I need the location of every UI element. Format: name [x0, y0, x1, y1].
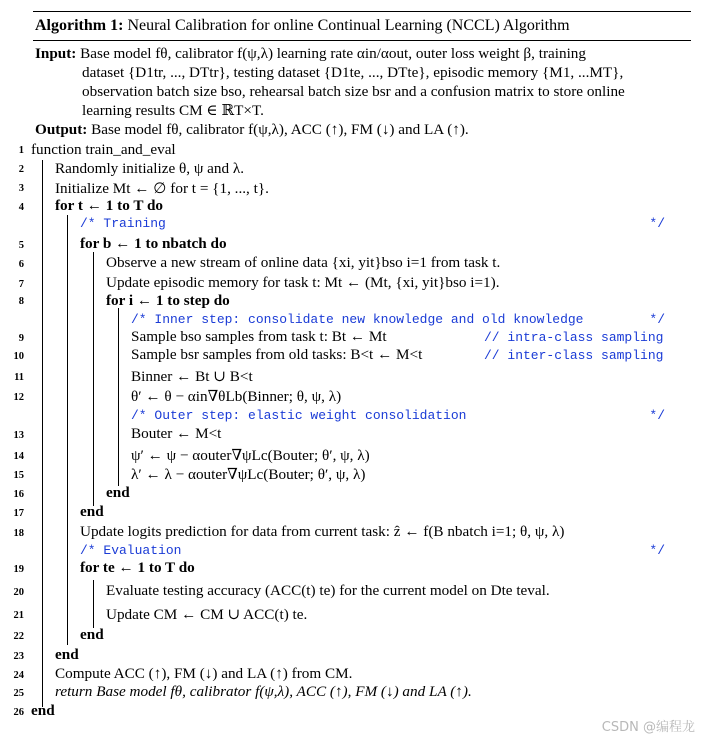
code-line-16: end [106, 484, 130, 501]
line-number-20: 20 [13, 587, 24, 598]
line-number-14: 14 [13, 451, 24, 462]
block-bar-for-b [93, 252, 94, 506]
output-label: Output: [35, 121, 88, 138]
line-number-11: 11 [14, 372, 24, 383]
watermark: CSDN @编程龙 [601, 720, 695, 735]
output-line [35, 120, 469, 139]
title-rule [33, 40, 691, 41]
comment-intra-class: // intra-class sampling [484, 330, 664, 345]
algorithm-title-text: Neural Calibration for online Continual Learning (NCCL) Algorithm [127, 17, 570, 34]
block-bar-function [42, 160, 43, 707]
input-text-1: Base model fθ, calibrator f(ψ,λ) learning rate αin/αout, outer loss weight β, training [80, 45, 586, 62]
code-line-25: return Base model fθ, calibrator f(ψ,λ), ACC (↑), FM (↓) and LA (↑). [55, 683, 472, 700]
comment-evaluation-close: */ [649, 543, 665, 558]
code-line-20: Evaluate testing accuracy (ACC(t) te) for the current model on Dte teval. [106, 582, 550, 599]
comment-inner-close: */ [649, 312, 665, 327]
line-number-4: 4 [18, 202, 24, 213]
comment-training-close: */ [649, 216, 665, 231]
code-line-12: θ′ ← θ − αin∇θLb(Binner; θ, ψ, λ) [131, 388, 342, 405]
line-number-25: 25 [13, 688, 24, 699]
code-line-5: for b ← 1 to nbatch do [80, 235, 227, 252]
code-line-26: end [31, 702, 55, 719]
line-number-8: 8 [18, 296, 24, 307]
code-line-6: Observe a new stream of online data {xi, yit}bso i=1 from task t. [106, 254, 501, 271]
code-line-17: end [80, 503, 104, 520]
comment-outer-step: /* Outer step: elastic weight consolidation [131, 408, 467, 423]
line-number-19: 19 [13, 564, 24, 575]
input-line-1 [35, 44, 586, 63]
line-number-26: 26 [13, 707, 24, 718]
code-line-18: Update logits prediction for data from current task: ẑ ← f(B nbatch i=1; θ, ψ, λ) [80, 523, 565, 540]
input-line-4: learning results CM ∈ ℝT×T. [82, 102, 264, 119]
code-line-3: Initialize Mt ← ∅ for t = {1, ..., t}. [55, 180, 269, 197]
algorithm-title [35, 17, 570, 35]
line-number-13: 13 [13, 430, 24, 441]
line-number-7: 7 [18, 279, 24, 290]
comment-inter-class: // inter-class sampling [484, 348, 664, 363]
input-line-3: observation batch size bso, rehearsal batch size bsr and a confusion matrix to store online [82, 83, 625, 100]
code-line-23: end [55, 646, 79, 663]
code-line-15: λ′ ← λ − αouter∇ψLc(Bouter; θ′, ψ, λ) [131, 466, 366, 483]
code-line-2: Randomly initialize θ, ψ and λ. [55, 160, 245, 177]
code-line-9: Sample bso samples from task t: Bt ← Mt [131, 328, 387, 345]
line-number-22: 22 [13, 631, 24, 642]
comment-outer-close: */ [649, 408, 665, 423]
line-number-16: 16 [13, 489, 24, 500]
code-line-22: end [80, 626, 104, 643]
code-line-14: ψ′ ← ψ − αouter∇ψLc(Bouter; θ′, ψ, λ) [131, 447, 370, 464]
comment-evaluation: /* Evaluation [80, 543, 182, 558]
code-line-19: for te ← 1 to T do [80, 559, 195, 576]
line-number-24: 24 [13, 670, 24, 681]
output-text: Base model fθ, calibrator f(ψ,λ), ACC (↑), FM (↓) and LA (↑). [91, 121, 469, 138]
code-line-13: Bouter ← M<t [131, 425, 222, 442]
code-line-4: for t ← 1 to T do [55, 197, 164, 214]
line-number-12: 12 [13, 392, 24, 403]
code-line-10: Sample bsr samples from old tasks: B<t ← M<t [131, 346, 423, 363]
code-line-8: for i ← 1 to step do [106, 292, 230, 309]
line-number-23: 23 [13, 651, 24, 662]
block-bar-for-t [67, 215, 68, 645]
line-number-3: 3 [18, 183, 24, 194]
input-line-2: dataset {D1tr, ..., DTtr}, testing dataset {D1te, ..., DTte}, episodic memory {M1, ...MT}, [82, 64, 624, 81]
line-number-9: 9 [18, 333, 24, 344]
line-number-1: 1 [18, 145, 24, 156]
comment-training: /* Training [80, 216, 166, 231]
block-bar-for-i [118, 308, 119, 486]
line-number-2: 2 [18, 164, 24, 175]
code-line-21: Update CM ← CM ∪ ACC(t) te. [106, 606, 308, 623]
line-number-6: 6 [18, 259, 24, 270]
code-line-1: function train_and_eval [31, 141, 176, 158]
line-number-21: 21 [13, 610, 24, 621]
input-label: Input: [35, 45, 77, 62]
line-number-18: 18 [13, 528, 24, 539]
line-number-17: 17 [13, 508, 24, 519]
code-line-24: Compute ACC (↑), FM (↓) and LA (↑) from CM. [55, 665, 353, 682]
code-line-7: Update episodic memory for task t: Mt ← (Mt, {xi, yit}bso i=1). [106, 274, 500, 291]
line-number-10: 10 [13, 351, 24, 362]
code-line-11: Binner ← Bt ∪ B<t [131, 368, 253, 385]
algorithm-label: Algorithm 1: [35, 17, 124, 34]
top-rule [33, 11, 691, 12]
block-bar-for-te [93, 580, 94, 628]
comment-inner-step: /* Inner step: consolidate new knowledge and old knowledge [131, 312, 584, 327]
line-number-15: 15 [13, 470, 24, 481]
line-number-5: 5 [18, 240, 24, 251]
